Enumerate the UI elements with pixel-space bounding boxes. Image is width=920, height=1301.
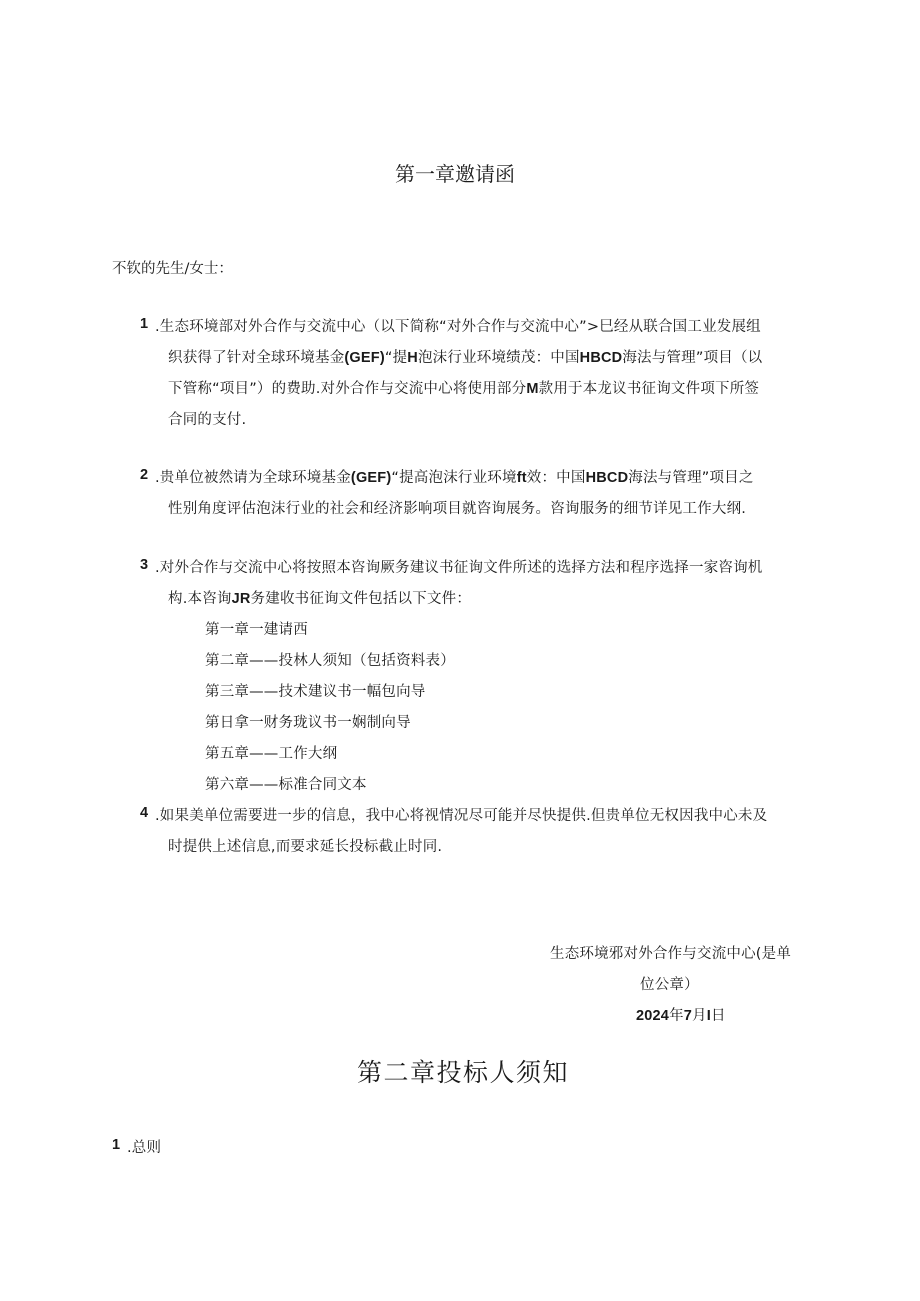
document-list-item: 第六章——标准合同文本: [205, 777, 367, 793]
signature-date: 2024年7月I日: [636, 1008, 726, 1024]
section-label: .总则: [127, 1140, 162, 1156]
item-number: 2: [140, 467, 149, 483]
salutation: 不钦的先生/女士：: [112, 261, 233, 277]
item-text-line: 下管称“项目”）的费助.对外合作与交流中心将使用部分M款用于本龙议书征询文件项下所签: [168, 381, 760, 397]
section-number: 1: [112, 1137, 121, 1153]
item-text-line: 时提供上述信息,而要求延长投标截止时同.: [168, 839, 443, 855]
item-text-line: .对外合作与交流中心将按照本咨询厥务建议书征询文件所述的选择方法和程序选择一家咨询机: [155, 560, 763, 576]
item-text-line: 合同的支付.: [168, 412, 247, 428]
item-number: 1: [140, 316, 149, 332]
item-text-line: 织获得了针对全球环境基金(GEF)“提H泡沫行业环境绩茂：中国HBCD海法与管理”项目（以: [168, 350, 763, 366]
item-text-line: .贵单位被然请为全球环境基金(GEF)“提高泡沫行业环境ft效：中国HBCD海法与管理”项目之: [155, 470, 754, 486]
item-text-line: 构.本咨询JR务建收书征询文件包括以下文件：: [168, 591, 472, 607]
chapter2-title: 第二章投标人须知: [357, 1058, 570, 1087]
signature-seal-note: 位公章）: [640, 977, 699, 993]
item-text-line: .生态环境部对外合作与交流中心（以下简称“对外合作与交流中心”>巳经从联合国工业发展组: [155, 319, 761, 335]
document-list-item: 第三章——技术建议书一幅包向导: [205, 684, 426, 700]
item-text-line: 性别角度评估泡沫行业的社会和经济影响项目就咨询展务。咨询服务的细节详见工作大纲.: [168, 501, 747, 517]
document-list-item: 第五章——工作大纲: [205, 746, 338, 762]
item-text-line: .如果美单位需要进一步的信息，我中心将视情况尽可能并尽快提供.但贵单位无权因我中心未及: [155, 808, 768, 824]
document-list-item: 第日拿一财务珑议书一娴制向导: [205, 715, 411, 731]
chapter1-title: 第一章邀请函: [395, 162, 515, 186]
document-list-item: 第一章一建请西: [205, 622, 308, 638]
item-number: 3: [140, 557, 149, 573]
document-list-item: 第二章——投林人须知（包括资料表）: [205, 653, 455, 669]
signature-organization: 生态环境邪对外合作与交流中心(是单: [550, 946, 792, 962]
item-number: 4: [140, 805, 149, 821]
